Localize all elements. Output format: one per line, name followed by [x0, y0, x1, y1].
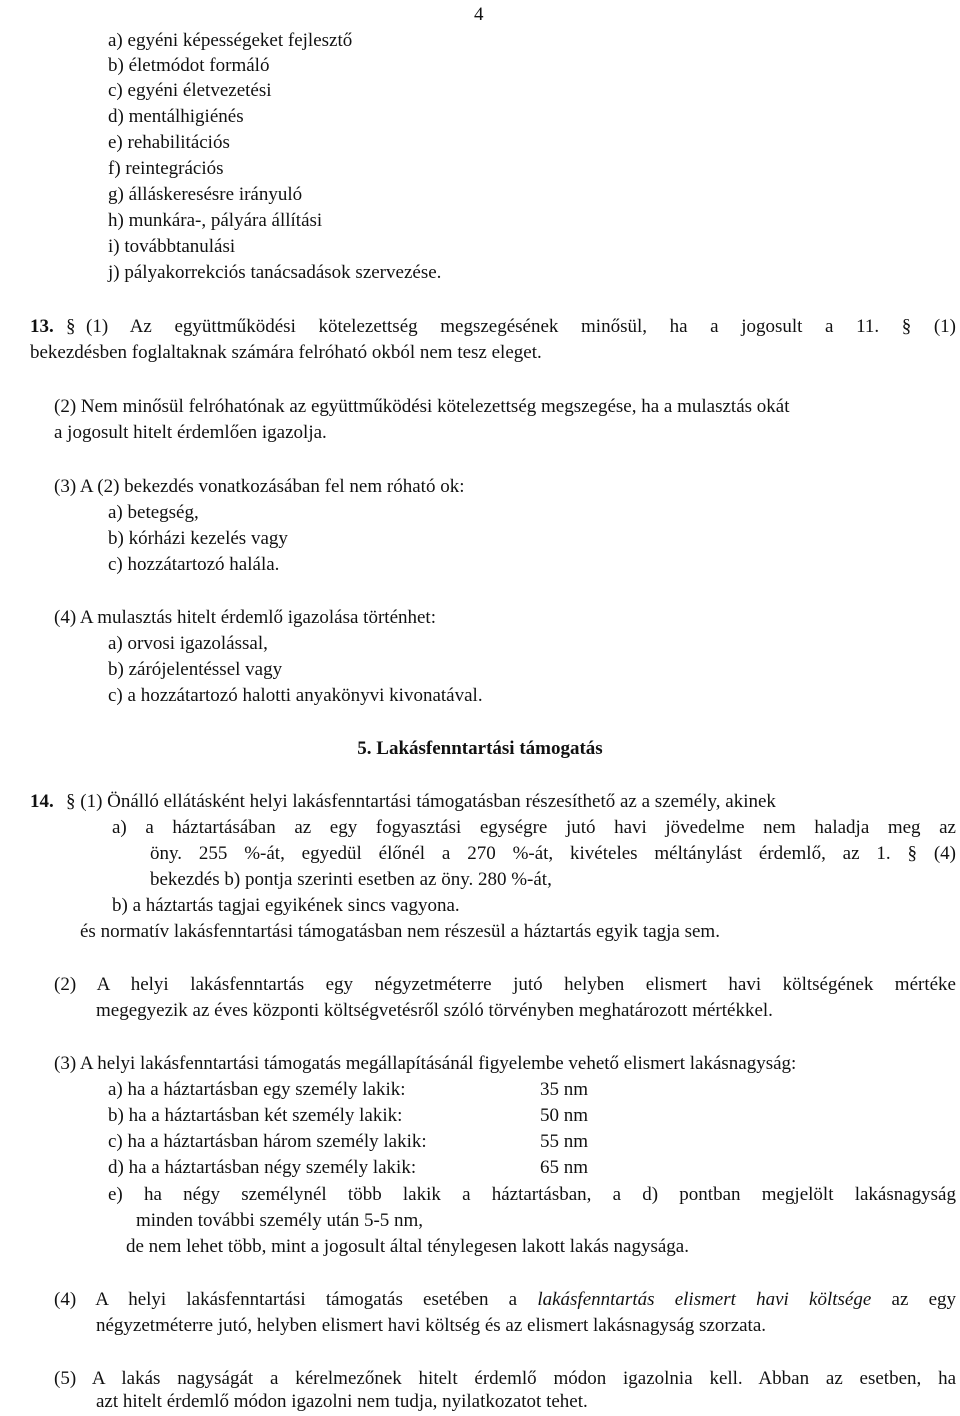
table-row: [108, 1129, 427, 1155]
emphasized-term: lakásfenntartás elismert havi költsége: [537, 1289, 872, 1310]
list-item: c) hozzátartozó halála.: [108, 554, 280, 575]
list-item: b) életmódot formáló: [108, 55, 270, 76]
paragraph-line: de nem lehet több, mint a jogosult által ténylegesen lakott lakás nagysága.: [126, 1236, 689, 1257]
list-item: g) álláskeresésre irányuló: [108, 184, 303, 205]
paragraph-line: és normatív lakásfenntartási támogatásban nem részesül a háztartás egyik tagja sem.: [80, 921, 720, 942]
section-sign: §: [66, 316, 76, 337]
table-row: [108, 1103, 402, 1129]
paragraph-line: (5) A lakás nagyságát a kérelmezőnek hitelt érdemlő módon igazolnia kell. Abban az esetben, ha: [54, 1368, 956, 1389]
table-row: [108, 1155, 416, 1181]
paragraph-line: a) a háztartásában az egy fogyasztási egységre jutó havi jövedelme nem haladja meg az: [112, 817, 956, 838]
text-run: az egy: [891, 1289, 957, 1310]
row-value: 50 nm: [540, 1105, 589, 1126]
paragraph-line: minden további személy után 5-5 nm,: [136, 1210, 424, 1231]
list-item: b) zárójelentéssel vagy: [108, 659, 283, 680]
section-number: 13.: [30, 316, 54, 337]
list-item: d) mentálhigiénés: [108, 106, 244, 127]
list-item: i) továbbtanulási: [108, 236, 236, 257]
paragraph-line: azt hitelt érdemlő módon igazolni nem tudja, nyilatkozatot tehet.: [96, 1391, 588, 1412]
row-label: a) ha a háztartásban egy személy lakik:: [108, 1079, 406, 1100]
paragraph-line: e) ha négy személynél több lakik a háztartásban, a d) pontban megjelölt lakásnagyság: [108, 1184, 956, 1205]
list-item: b) kórházi kezelés vagy: [108, 528, 288, 549]
paragraph-line: (3) A helyi lakásfenntartási támogatás megállapításánál figyelembe vehető elismert lakásnagyság:: [54, 1053, 797, 1074]
list-item: c) egyéni életvezetési: [108, 80, 272, 101]
paragraph-line: § (1) Önálló ellátásként helyi lakásfenntartási támogatásban részesíthető az a személy, akinek: [66, 791, 776, 812]
text-run: (4) A helyi lakásfenntartási támogatás esetében a: [54, 1289, 518, 1310]
paragraph-line: (4) A mulasztás hitelt érdemlő igazolása történhet:: [54, 607, 436, 628]
row-value: 65 nm: [540, 1157, 589, 1178]
list-item: a) betegség,: [108, 502, 199, 523]
page-number: 4: [474, 4, 484, 25]
paragraph-line: öny. 255 %-át, egyedül élőnél a 270 %-át, kivételes méltánylást érdemlő, az 1. § (4): [150, 843, 956, 864]
paragraph-line: (1) Az együttműködési kötelezettség megszegésének minősül, ha a jogosult a 11. § (1): [86, 316, 956, 337]
list-item: e) rehabilitációs: [108, 132, 230, 153]
list-item: j) pályakorrekciós tanácsadások szervezése.: [108, 262, 442, 283]
row-label: d) ha a háztartásban négy személy lakik:: [108, 1157, 417, 1178]
list-item: h) munkára-, pályára állítási: [108, 210, 323, 231]
paragraph-line: megegyezik az éves központi költségvetésről szóló törvényben meghatározott mértékkel.: [96, 1000, 773, 1021]
paragraph-line: (2) Nem minősül felróhatónak az együttműködési kötelezettség megszegése, ha a mulasztás okát: [54, 396, 790, 417]
row-value: 35 nm: [540, 1079, 589, 1100]
section-heading: 5. Lakásfenntartási támogatás: [357, 738, 603, 759]
row-value: 55 nm: [540, 1131, 589, 1152]
paragraph-line: (3) A (2) bekezdés vonatkozásában fel nem róható ok:: [54, 476, 465, 497]
paragraph-line: bekezdés b) pontja szerinti esetben az öny. 280 %-át,: [150, 869, 552, 890]
paragraph-line: a jogosult hitelt érdemlően igazolja.: [54, 422, 327, 443]
row-label: b) ha a háztartásban két személy lakik:: [108, 1105, 403, 1126]
row-label: c) ha a háztartásban három személy lakik:: [108, 1131, 427, 1152]
list-item: f) reintegrációs: [108, 158, 224, 179]
section-number: 14.: [30, 791, 54, 812]
paragraph-line: négyzetméterre jutó, helyben elismert havi költség és az elismert lakásnagyság szorzata.: [96, 1315, 767, 1336]
paragraph-line: b) a háztartás tagjai egyikének sincs vagyona.: [112, 895, 460, 916]
list-item: a) egyéni képességeket fejlesztő: [108, 30, 353, 51]
paragraph-line: (2) A helyi lakásfenntartás egy négyzetméterre jutó helyben elismert havi költségének mértéke: [54, 974, 956, 995]
list-item: a) orvosi igazolással,: [108, 633, 268, 654]
table-row: [108, 1077, 406, 1103]
paragraph-line: [54, 1287, 956, 1313]
list-item: c) a hozzátartozó halotti anyakönyvi kivonatával.: [108, 685, 483, 706]
paragraph-line: bekezdésben foglaltaknak számára felróható okból nem tesz eleget.: [30, 342, 542, 363]
